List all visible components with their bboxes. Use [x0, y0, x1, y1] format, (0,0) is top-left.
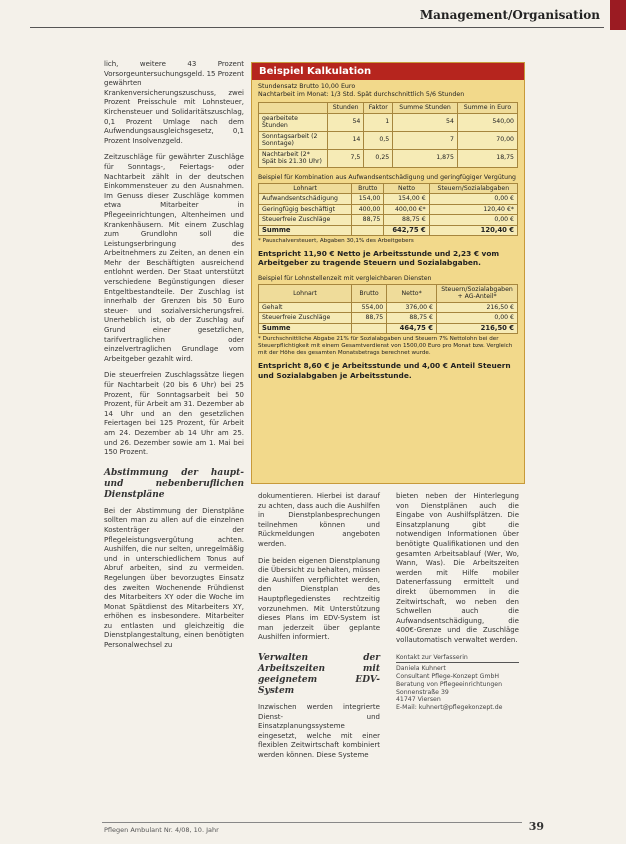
table-row: Aufwandsentschädigung 154,00 154,00 € 0,00 € — [259, 194, 518, 205]
table-row: Gehalt 554,00 376,00 € 216,50 € — [259, 302, 518, 313]
paragraph: lich, weitere 43 Prozent Vorsorgeuntersuchungsgeld. 15 Prozent gewährten Krankenversicherungszuschuss, zwei Prozent Preisschule mit Lohnsteuer, Kirchensteuer und Solidaritätszuschlag, 0,1 Prozent Umlage nach dem Aufwendungsausgleichsgesetz, 0,1 Prozent Insolvenzgeld. — [104, 60, 244, 145]
section-label: Management/Organisation — [419, 8, 600, 22]
subheading: Abstimmung der haupt- und nebenberuflichen Dienstpläne — [104, 467, 244, 500]
contact-line: Sonnenstraße 39 — [396, 688, 449, 696]
table-sum-row: Summe 464,75 € 216,50 € — [259, 323, 518, 334]
footer-rule — [102, 822, 522, 823]
paragraph: Zeitzuschläge für gewährter Zuschläge für Sonntags-, Feiertags- oder Nachtarbeit zählt in der deutschen Einkommensteuer zu den Ausnahmen. Im Genuss dieser Zuschläge kommen etwa Mitarbeiter in Pflegeeinrichtungen, Altenheimen und Krankenhäusern. Mit einem Zuschlag zum Grundlohn soll die Leistungserbringung des Arbeitnehmers zu Zeiten, an denen ein Mehr der Beschäftigten ausreichend entlohnt werden. Der Staat unterstützt verschiedene Begünstigungen dieser Entgeltbestandteile. Der Zuschlag ist innerhalb der Grenzen bis 50 Euro steuer- und sozialversicherungsfrei. Unerheblich ist, ob der Zuschlag auf Grund einer gesetzlichen, tarifvertraglichen oder einzelvertraglichen Grundlage vom Arbeitgeber gezahlt wird. — [104, 153, 244, 363]
table-row: Steuerfreie Zuschläge 88,75 88,75 € 0,00 € — [259, 313, 518, 324]
table-sum-row: Summe 642,75 € 120,40 € — [259, 225, 518, 236]
table-header: Netto* — [387, 284, 437, 302]
table-row: Geringfügig beschäftigt 400,00 400,00 €* 120,40 €* — [259, 204, 518, 215]
contact-email: E-Mail: kuhnert@pflegekonzept.de — [396, 704, 503, 712]
paragraph: bieten neben der Hinterlegung von Dienstplänen auch die Eingabe von Aushilfsplätzen. Die Einsatzplanung gibt die notwendigen Informationen über benötigte Qualifikationen und den gesamten Arbeitsablauf (Wer, Wo, Wann, Was). Die Arbeitszeiten werden mit Hilfe mobiler Datenerfassung ermittelt und direkt übernommen in die Zeitwirtschaft, wo neben den Schwellen auch die Aufwandsentschädigung, die 400€-Grenze und die Zuschläge vollautomatisch verwaltet werden. — [396, 492, 519, 644]
table-row: Nachtarbeit (2* Spät bis 21.30 Uhr) 7,5 0,25 1,875 18,75 — [259, 149, 518, 167]
combination-table — [258, 183, 518, 237]
table-header: Summe Stunden — [393, 103, 458, 114]
table-header: Steuern/Sozialabgaben + AG-Anteil* — [437, 284, 518, 302]
table-header: Lohnart — [259, 183, 352, 194]
box-line: Stundensatz Brutto 10,00 Euro — [258, 83, 356, 90]
table-header: Summe in Euro — [457, 103, 517, 114]
column-1 — [104, 60, 244, 658]
contact-block — [396, 654, 519, 713]
table-header — [259, 103, 328, 114]
paragraph: Die steuerfreien Zuschlagssätze liegen für Nachtarbeit (20 bis 6 Uhr) bei 25 Prozent, für Sonntagsarbeit bei 50 Prozent, für Arbeit am 31. Dezember ab 14 Uhr und an den gesetzlichen Feiertagen bei 125 Prozent, für Arbeit am 24. Dezember ab 14 Uhr am 25. und 26. Dezember sowie am 1. Mai bei 150 Prozent. — [104, 371, 244, 457]
contact-line: 41747 Viersen — [396, 696, 441, 704]
column-3 — [396, 492, 519, 712]
contact-line: Consultant Pflege-Konzept GmbH — [396, 673, 500, 681]
table-header: Lohnart — [259, 284, 352, 302]
footnote: * Durchschnittliche Abgabe 21% für Sozialabgaben und Steuern 7% Nettolohn bei der Steuerpflichtigkeit mit einem Gesamtverdienst von 1500,00 Euro pro Monat bzw. Vergleich mit der Höhe des gesamten Monatsbetrags berechnet wurde. — [258, 336, 513, 357]
table-header: Brutto — [351, 284, 386, 302]
subheading: Verwalten der Arbeitszeiten mit geeignetem EDV-System — [258, 652, 380, 696]
paragraph: Inzwischen werden integrierte Dienst- und Einsatzplanungssysteme eingesetzt, welche mit einer flexiblen Zeitwirtschaft kombiniert werden können. Diese Systeme — [258, 702, 380, 759]
table-row: Sonntagsarbeit (2 Sonntage) 14 0,5 7 70,00 — [259, 131, 518, 149]
table-row: Steuerfreie Zuschläge 88,75 88,75 € 0,00 € — [259, 215, 518, 226]
table-caption: Beispiel für Lohnstellenzeit mit vergleichbaren Diensten — [258, 274, 432, 282]
footnote: * Pauschalversteuert, Abgaben 30,1% des Arbeitgebers — [258, 238, 414, 244]
calculation-box — [251, 62, 525, 484]
summary-statement: Entspricht 8,60 € je Arbeitsstunde und 4,00 € Anteil Steuern und Sozialabgaben je Arbeitsstunde. — [258, 361, 511, 380]
contact-line: Daniela Kuhnert — [396, 665, 446, 673]
hours-table — [258, 102, 518, 168]
table-header: Brutto — [352, 183, 384, 194]
table-caption: Beispiel für Kombination aus Aufwandsentschädigung und geringfügiger Vergütung — [258, 173, 516, 181]
paragraph: dokumentieren. Hierbei ist darauf zu achten, dass auch die Aushilfen in Dienstplanbesprechungen teilnehmen können und Rückmeldungen angeboten werden. — [258, 492, 380, 548]
column-2 — [258, 492, 380, 767]
paragraph: Bei der Abstimmung der Dienstpläne sollten man zu allen auf die einzelnen Kostenträger der Pflegeleistungsvergütung achten. Aushilfen, die nur selten, unregelmäßig und in unterschiedlichem Tonus auf Abruf arbeiten, sind zu vermeiden. Regelungen über bevorzugtes Einsatz des zweiten Wochenende Frühdienst des Mitarbeiters XY oder die Woche im Monat Spätdienst des Mitarbeiters XY, erhöhen es insbesondere. Mitarbeiter zu entlasten und gleichzeitig die Dienstplangestaltung, einen benötigten Personalwechsel zu — [104, 506, 244, 650]
paragraph: Die beiden eigenen Dienstplanung die Übersicht zu behalten, müssen die Aushilfen verpflichtet werden, den Dienstplan des Hauptpflegedienstes rechtzeitig vorzunehmen. Mit Unterstützung dieses Plans im EDV-System ist man jederzeit über geplante Aushilfen informiert. — [258, 556, 380, 642]
page-number: 39 — [528, 820, 544, 833]
salary-table — [258, 284, 518, 335]
summary-statement: Entspricht 11,90 € Netto je Arbeitsstunde und 2,23 € vom Arbeitgeber zu tragende Steuern und Sozialabgaben. — [258, 249, 500, 268]
box-line: Nachtarbeit im Monat: 1/3 Std. Spät durchschnittlich 5/6 Stunden — [258, 91, 465, 98]
table-header: Steuern/Sozialabgaben — [429, 183, 517, 194]
table-header: Faktor — [364, 103, 393, 114]
section-tab — [610, 0, 626, 30]
table-row: gearbeitete Stunden 54 1 54 540,00 — [259, 113, 518, 131]
footer-text: Pflegen Ambulant Nr. 4/08, 10. Jahr — [104, 826, 219, 834]
contact-title: Kontakt zur Verfasserin — [396, 654, 519, 664]
table-header: Stunden — [328, 103, 364, 114]
table-header: Netto — [384, 183, 429, 194]
header-rule — [30, 27, 604, 28]
contact-line: Beratung von Pflegeeinrichtungen — [396, 680, 503, 688]
box-title: Beispiel Kalkulation — [252, 63, 524, 80]
